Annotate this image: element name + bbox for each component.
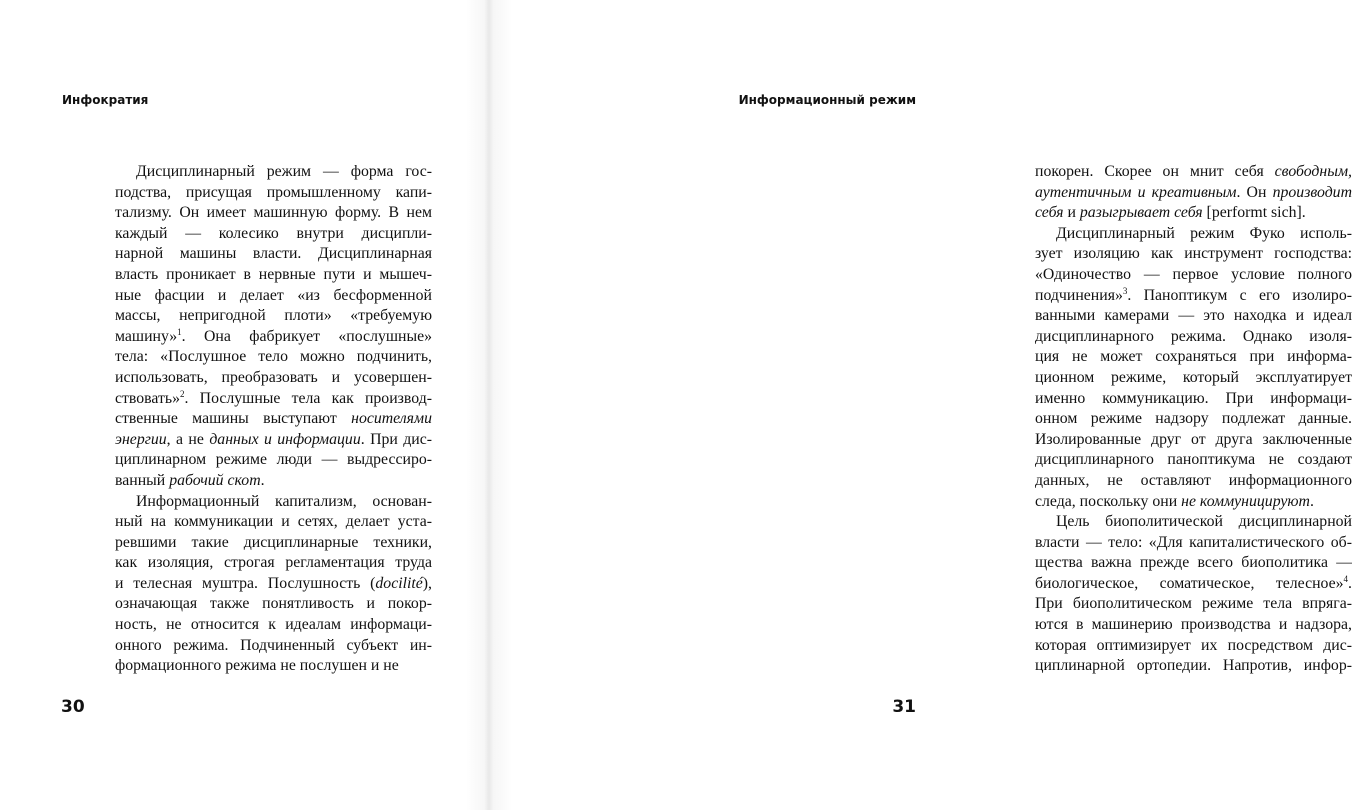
italic-run: энергии [115, 430, 167, 448]
text-line [1035, 409, 1352, 430]
italic-run: аутентичным и креативным [1035, 183, 1237, 201]
text-run: онного режима. Подчиненный субъект ин- [115, 636, 432, 654]
text-run: Дисциплинарный режим — форма гос- [136, 163, 432, 180]
text-run: дисциплинарного режима. Однако изоля- [1035, 327, 1352, 345]
text-run: ются в машинерию производства и надзора, [1035, 616, 1352, 634]
text-line [1035, 327, 1352, 348]
italic-run: не коммуницируют [1181, 492, 1310, 510]
text-line [1035, 553, 1352, 574]
text-run: циплинарном режиме люди — выдрессиро- [115, 451, 432, 469]
text-line [115, 615, 432, 636]
text-line [1035, 347, 1352, 368]
text-line [115, 471, 432, 492]
text-line [115, 430, 432, 451]
text-run: Дисциплинарный режим Фуко исполь- [1056, 224, 1352, 242]
text-line [1035, 368, 1352, 389]
text-run: . Она фабрикует «послушные» [181, 327, 432, 345]
book-gutter-shadow [466, 0, 512, 810]
text-run: щества важна прежде всего биополитика — [1035, 554, 1352, 572]
text-line [115, 327, 432, 348]
text-line [115, 636, 432, 657]
text-run: При биополитическом режиме тела впряга- [1035, 595, 1352, 613]
text-run: онном режиме надзору подлежат данные. [1035, 410, 1352, 428]
text-line [115, 368, 432, 389]
left-page [0, 0, 489, 810]
italic-run: свободным, [1274, 163, 1352, 180]
text-run: подства, присущая промышленному капи- [115, 183, 432, 201]
text-line [1035, 306, 1352, 327]
text-line [115, 553, 432, 574]
text-run: Цель биополитической дисциплинарной [1056, 513, 1352, 531]
text-run: данных, не оставляют информационного [1035, 471, 1352, 489]
right-page-number: 31 [892, 697, 916, 717]
italic-run: разыгрывает себя [1079, 204, 1203, 222]
text-run: биологическое, соматическое, телесное» [1035, 574, 1344, 592]
text-line [115, 203, 432, 224]
text-run: использовать, преобразовать и усовершен- [115, 368, 432, 386]
text-line [1035, 636, 1352, 657]
text-line [1035, 574, 1352, 595]
text-run: которая оптимизирует их посредством дис- [1035, 636, 1352, 654]
italic-run: носителями [351, 410, 432, 428]
text-run: Информационный капитализм, основан- [136, 492, 432, 510]
text-line [115, 306, 432, 327]
text-line [1035, 450, 1352, 471]
text-line [115, 162, 432, 183]
text-run: машину» [115, 327, 178, 345]
footnote-marker: 2 [180, 388, 185, 399]
text-run: покорен. Скорее он мнит себя [1035, 163, 1275, 180]
right-body-text [1035, 162, 1352, 677]
text-run: Изолированные друг от друга заключенные [1035, 430, 1352, 448]
text-run: ванный [115, 471, 170, 489]
footnote-marker: 3 [1122, 285, 1128, 296]
text-line [115, 389, 432, 410]
italic-run: производит [1272, 183, 1352, 201]
text-line [115, 286, 432, 307]
text-run: каждый — колесико внутри дисципли- [115, 224, 432, 242]
italic-run: себя [1035, 204, 1064, 222]
text-line [1035, 656, 1352, 677]
text-run: , а не [166, 430, 210, 448]
text-run: ванными камерами — это находка и идеал [1035, 307, 1352, 325]
text-line [1035, 203, 1352, 224]
right-page [489, 0, 1352, 810]
text-run: ), [422, 574, 432, 592]
text-run: «Одиночество — первое условие полного [1035, 265, 1352, 283]
text-line [115, 574, 432, 595]
text-line [1035, 594, 1352, 615]
text-run: и телесная муштра. Послушность ( [115, 574, 376, 592]
text-run: как изоляция, строгая регламентация труда [115, 554, 432, 572]
text-run: означающая также понятливость и покор- [115, 595, 432, 613]
text-run: ствовать» [115, 389, 181, 407]
text-run: [performt sich]. [1202, 204, 1306, 222]
footnote-marker: 1 [177, 326, 182, 337]
text-line [115, 594, 432, 615]
text-line [1035, 512, 1352, 533]
right-running-head: Информационный режим [738, 93, 916, 107]
text-line [1035, 615, 1352, 636]
text-run: подчинения» [1035, 286, 1123, 304]
text-run: . При дис- [360, 430, 432, 448]
text-line [115, 409, 432, 430]
text-line [115, 347, 432, 368]
text-run: . [1348, 574, 1352, 592]
text-run: ственные машины выступают [115, 410, 352, 428]
text-run: массы, непригодной плоти» «требуемую [115, 307, 432, 325]
text-run: ность, не относится к идеалам информаци- [115, 616, 432, 634]
left-body-text [115, 162, 432, 677]
text-run: нарной машины власти. Дисциплинарная [115, 245, 432, 263]
text-run: . Паноптикум с его изолиро- [1127, 286, 1352, 304]
footnote-marker: 4 [1343, 573, 1349, 584]
text-line [115, 265, 432, 286]
text-line [1035, 471, 1352, 492]
text-line [1035, 389, 1352, 410]
text-line [115, 512, 432, 533]
text-line [1035, 162, 1352, 183]
text-run: ный на коммуникации и сетях, делает уста- [115, 513, 432, 531]
text-line [115, 224, 432, 245]
text-line [1035, 430, 1352, 451]
italic-run: данных и информации [209, 430, 361, 448]
text-run: ревшими такие дисциплинарные техники, [115, 533, 432, 551]
text-line [1035, 183, 1352, 204]
italic-run: рабочий скот [169, 471, 261, 489]
text-run: власть проникает в нервные пути и мышеч- [115, 265, 432, 283]
text-run: ные фасции и делает «из бесформенной [115, 286, 432, 304]
text-run: . Он [1236, 183, 1273, 201]
text-run: власти — тело: «Для капиталистического об- [1035, 533, 1352, 551]
text-line [115, 533, 432, 554]
text-line [1035, 286, 1352, 307]
left-running-head: Инфократия [62, 93, 149, 107]
text-run: ционном режиме, который эксплуатирует [1035, 368, 1352, 386]
left-page-number: 30 [61, 697, 85, 717]
text-run: следа, поскольку они [1035, 492, 1182, 510]
text-run: формационного режима не послушен и не [115, 657, 399, 675]
text-line [1035, 265, 1352, 286]
text-run: именно коммуникацию. При информаци- [1035, 389, 1352, 407]
text-line [1035, 533, 1352, 554]
text-line [1035, 224, 1352, 245]
text-run: циплинарной ортопедии. Напротив, инфор- [1035, 657, 1352, 675]
text-run: тела: «Послушное тело можно подчинить, [115, 348, 432, 366]
text-line [115, 656, 432, 677]
text-run: дисциплинарного паноптикума не создают [1035, 451, 1352, 469]
text-line [115, 244, 432, 265]
text-run: тализму. Он имеет машинную форму. В нем [115, 204, 432, 222]
text-run: . Послушные тела как производ- [184, 389, 432, 407]
text-line [115, 492, 432, 513]
text-line [115, 183, 432, 204]
text-line [115, 450, 432, 471]
text-run: . [1309, 492, 1314, 510]
text-run: . [260, 471, 265, 489]
text-run: зует изоляцию как инструмент господства: [1035, 245, 1352, 263]
text-run: и [1063, 204, 1080, 222]
text-line [1035, 244, 1352, 265]
text-line [1035, 492, 1352, 513]
text-run: ция не может сохраняться при информа- [1035, 348, 1352, 366]
italic-run: docilité [375, 574, 423, 592]
